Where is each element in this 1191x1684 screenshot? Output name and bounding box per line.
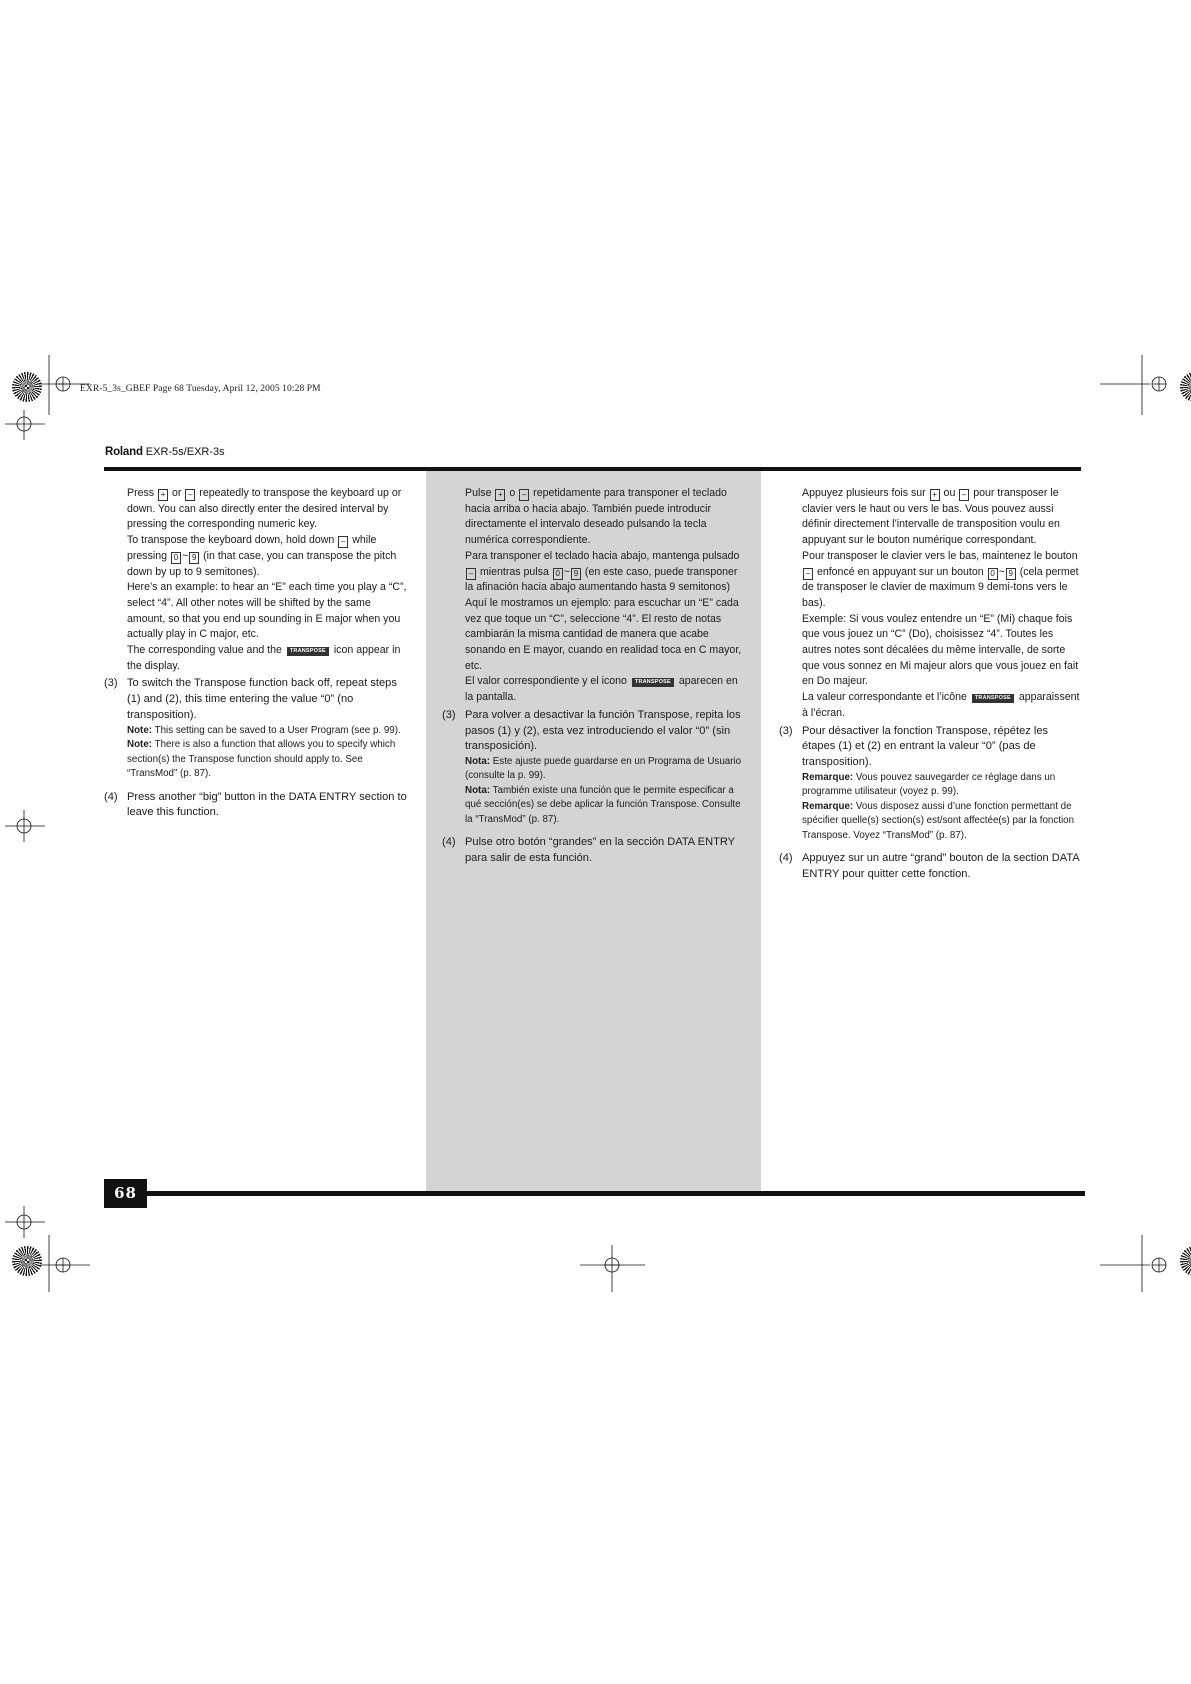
- paragraph: Para transponer el teclado hacia abajo, mantenga pulsado – mientras pulsa 0 ~ 9 (en este caso, puede transponer la afinación hacia abajo aumentando hasta 9 semitonos): [465, 549, 740, 594]
- step-4: (4) Pulse otro botón “grandes” en la sección DATA ENTRY para salir de esta función.: [442, 836, 735, 865]
- nine-key-icon: 9: [571, 568, 581, 580]
- paragraph: The corresponding value and the TRANSPOSE icon appear in the display.: [127, 644, 401, 672]
- paragraph: La valeur correspondante et l’icône TRANSPOSE apparaissent à l’écran.: [802, 691, 1080, 719]
- paragraph: Appuyez plusieurs fois sur + ou – pour transposer le clavier vers le haut ou vers le bas. Vous pouvez aussi définir directement l’intervalle de transposition voulu en appuyant sur le bouton numérique correspondant.: [802, 487, 1060, 547]
- paragraph: Here’s an example: to hear an “E” each time you play a “C”, select “4”. All other notes will be shifted by the same amount, so that you end up sounding in E major when you actually play in C major, etc.: [127, 581, 407, 641]
- nine-key-icon: 9: [189, 552, 199, 564]
- zero-key-icon: 0: [171, 552, 181, 564]
- page-number: 68: [104, 1179, 147, 1208]
- paragraph: Pulse + o – repetidamente para transponer el teclado hacia arriba o hacia abajo. También puede introducir directamente el intervalo deseado pulsando la tecla numérica correspondiente.: [465, 487, 727, 547]
- paragraph: Exemple: Si vous voulez entendre un “E” (Mi) chaque fois que vous jouez un “C” (Do), choisissez “4”. Toutes les autres notes sont décalées du même intervalle, de sorte que vous sonnez en Mi majeur alors que vous jouez en fait en Do majeur.: [802, 612, 1079, 688]
- transpose-icon: TRANSPOSE: [632, 678, 674, 687]
- note: Note: This setting can be saved to a User Program (see p. 99).: [127, 724, 401, 736]
- note: Note: There is also a function that allows you to specify which section(s) the Transpose function should apply to. See “TransMod” (p. 87).: [127, 739, 396, 780]
- step-3: (3) To switch the Transpose function back off, repeat steps (1) and (2), this time entering the value “0” (no transposition).: [104, 677, 397, 721]
- spanish-column: [442, 486, 746, 867]
- nine-key-icon: 9: [1006, 568, 1016, 580]
- paragraph: Pour transposer le clavier vers le bas, maintenez le bouton – enfoncé en appuyant sur un bouton 0 ~ 9 (cela permet de transposer le clavier de maximum 9 demi-tons vers le bas).: [802, 549, 1079, 609]
- note: Remarque: Vous disposez aussi d’une fonction permettant de spécifier quelle(s) section(s) est/sont affectée(s) par la fonction Transpose. Voyez “TransMod” (p. 87).: [802, 800, 1075, 841]
- english-column: [104, 486, 410, 821]
- paragraph: El valor correspondiente y el icono TRANSPOSE aparecen en la pantalla.: [465, 675, 738, 704]
- transpose-icon: TRANSPOSE: [972, 694, 1014, 703]
- plus-key-icon: +: [158, 489, 168, 501]
- paragraph: Press + or – repeatedly to transpose the keyboard up or down. You can also directly enter the desired interval by pressing the corresponding numeric key.: [127, 487, 402, 531]
- paragraph: Aquí le mostramos un ejemplo: para escuchar un “E” cada vez que toque un “C”, seleccione “4”. El resto de notas cambiarán la misma cantidad de manera que acabe sonando en E mayor, cuando en realidad toca en C mayor, etc.: [465, 596, 742, 672]
- minus-key-icon: –: [803, 568, 813, 580]
- brand-logo: Roland: [105, 446, 143, 458]
- note: Remarque: Vous pouvez sauvegarder ce réglage dans un programme utilisateur (voyez p. 99).: [802, 771, 1056, 798]
- print-slug: EXR-5_3s_GBEF Page 68 Tuesday, April 12, 2005 10:28 PM: [80, 384, 321, 394]
- minus-key-icon: –: [338, 536, 348, 548]
- plus-key-icon: +: [495, 489, 505, 501]
- zero-key-icon: 0: [553, 568, 563, 580]
- note: Nota: También existe una función que le permite especificar a qué sección(es) se debe aplicar la función Transpose. Consulte la “TransMod” (p. 87).: [465, 784, 741, 825]
- zero-key-icon: 0: [988, 568, 998, 580]
- plus-key-icon: +: [930, 489, 940, 501]
- transpose-icon: TRANSPOSE: [287, 647, 329, 656]
- minus-key-icon: –: [466, 568, 476, 580]
- step-3: (3) Para volver a desactivar la función Transpose, repita los pasos (1) y (2), esta vez introduciendo el valor “0” (sin transposición).: [442, 708, 741, 753]
- note: Nota: Este ajuste puede guardarse en un Programa de Usuario (consulte la p. 99).: [465, 755, 742, 782]
- running-header: [105, 446, 225, 458]
- minus-key-icon: –: [519, 489, 529, 501]
- minus-key-icon: –: [185, 489, 195, 501]
- step-4: (4) Appuyez sur un autre “grand” bouton de la section DATA ENTRY pour quitter cette fonction.: [779, 852, 1080, 880]
- step-3: (3) Pour désactiver la fonction Transpose, répétez les étapes (1) et (2) en entrant la valeur “0” (pas de transposition).: [779, 724, 1049, 768]
- model-name: EXR-5s/EXR-3s: [145, 446, 225, 458]
- minus-key-icon: –: [959, 489, 969, 501]
- french-column: [779, 486, 1081, 883]
- footer-rule: [144, 1191, 1085, 1196]
- paragraph: To transpose the keyboard down, hold down – while pressing 0 ~ 9 (in that case, you can transpose the pitch down by up to 9 semitones).: [127, 534, 397, 578]
- step-4: (4) Press another “big” button in the DATA ENTRY section to leave this function.: [104, 790, 407, 819]
